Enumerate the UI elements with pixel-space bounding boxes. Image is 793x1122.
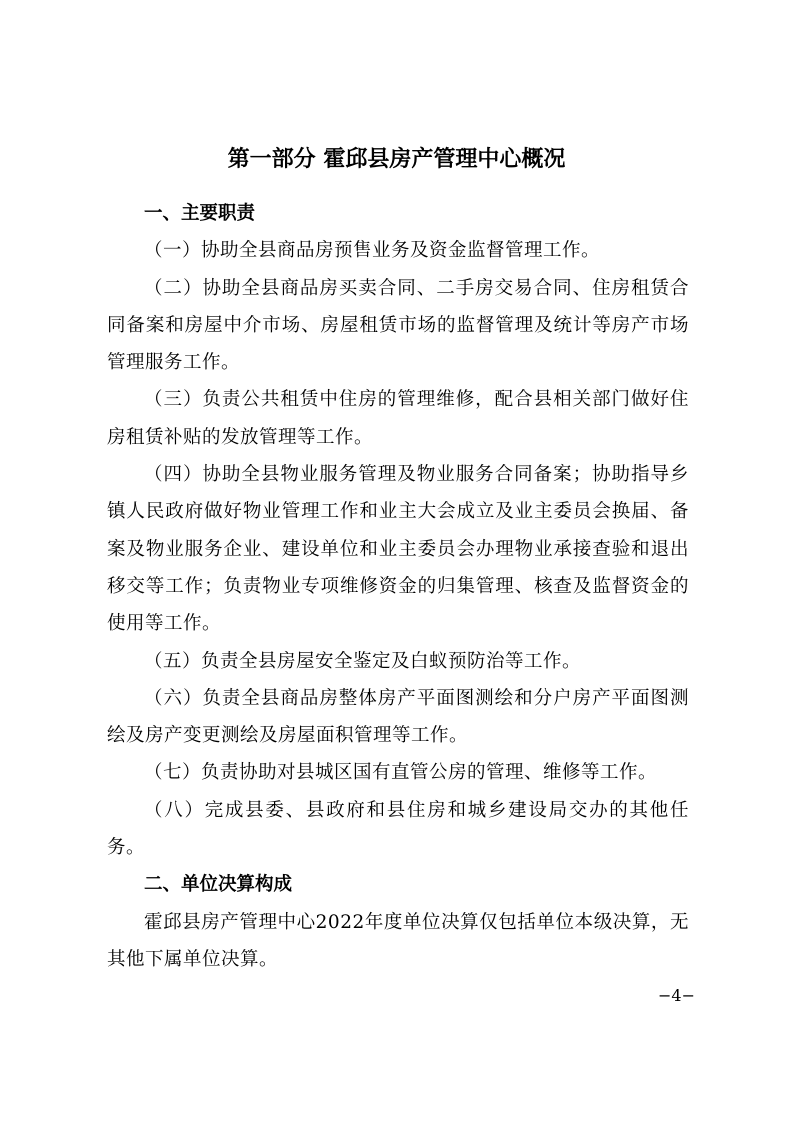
duty-item-3: （三）负责公共租赁中住房的管理维修，配合县相关部门做好住房租赁补贴的发放管理等工作。: [107, 389, 689, 448]
page-title: 第一部分 霍邱县房产管理中心概况: [227, 147, 566, 172]
section-heading-composition: 二、单位决算构成: [144, 874, 293, 896]
page-number: −4−: [658, 986, 695, 1005]
duty-item-5: （五）负责全县房屋安全鉴定及白蚁预防治等工作。: [144, 650, 582, 672]
section-heading-duties: 一、主要职责: [144, 203, 256, 224]
duty-item-7: （七）负责协助对县城区国有直管公房的管理、维修等工作。: [144, 762, 658, 784]
duty-item-4: （四）协助全县物业服务管理及物业服务合同备案；协助指导乡镇人民政府做好物业管理工作和业主大会成立及业主委员会换届、备案及物业服务企业、建设单位和业主委员会办理物业承接查验和退出移交等工作；负责物业专项维修资金的归集管理、核查及监督资金的使用等工作。: [107, 464, 689, 635]
duty-item-8: （八）完成县委、县政府和县住房和城乡建设局交办的其他任务。: [107, 799, 689, 859]
duty-item-2: （二）协助全县商品房买卖合同、二手房交易合同、住房租赁合同备案和房屋中介市场、房屋租赁市场的监督管理及统计等房产市场管理服务工作。: [107, 277, 689, 374]
duty-item-6: （六）负责全县商品房整体房产平面图测绘和分户房产平面图测绘及房产变更测绘及房屋面积管理等工作。: [107, 687, 689, 747]
duty-item-1: （一）协助全县商品房预售业务及资金监督管理工作。: [144, 240, 601, 262]
document-body: [107, 195, 689, 978]
composition-paragraph: 霍邱县房产管理中心2022年度单位决算仅包括单位本级决算，无其他下属单位决算。: [107, 911, 689, 970]
